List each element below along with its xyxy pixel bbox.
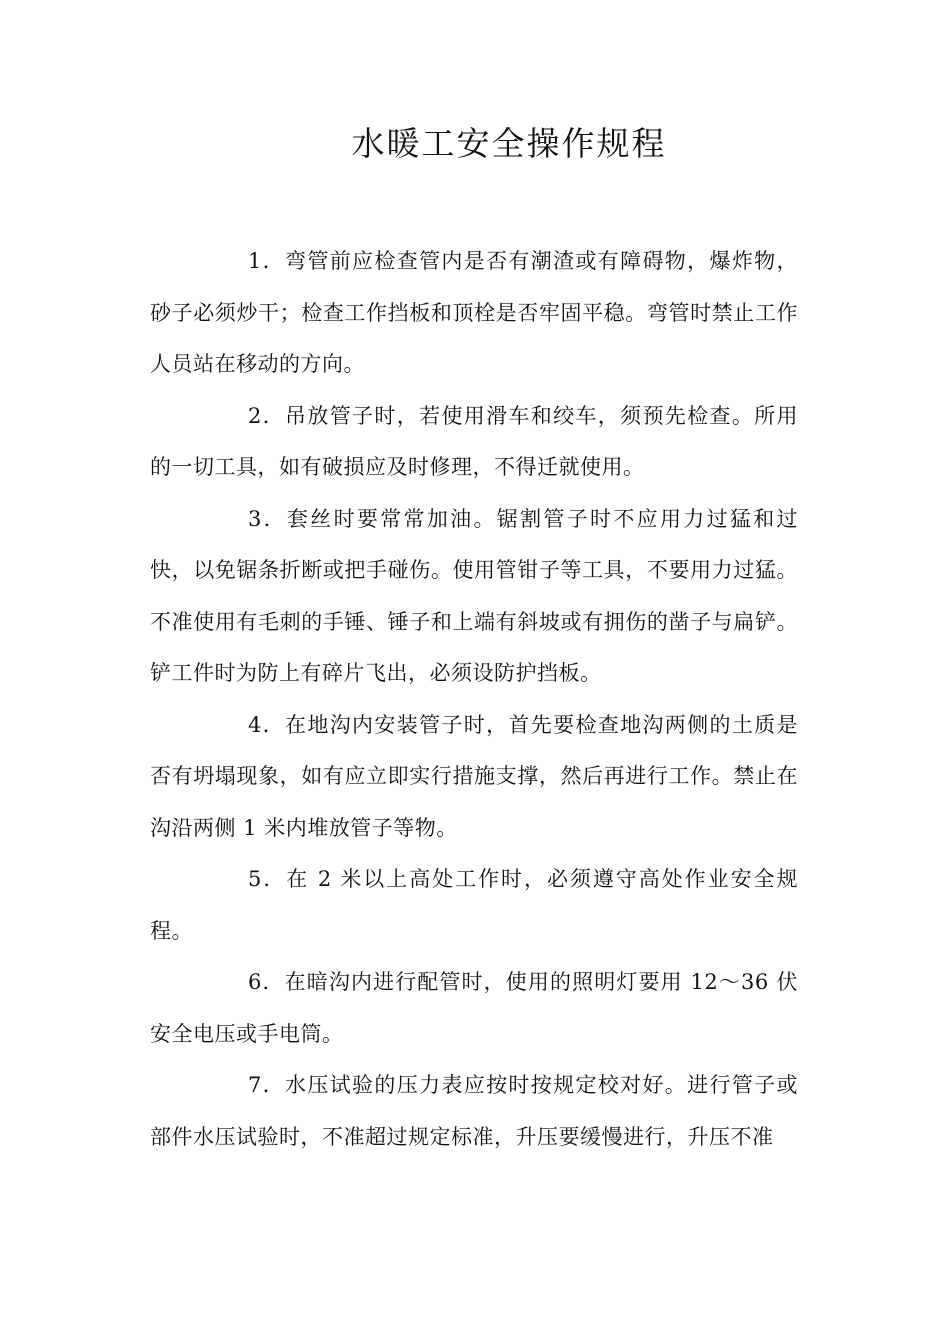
paragraph-4: 4．在地沟内安装管子时，首先要检查地沟两侧的土质是否有坍塌现象，如有应立即实行措施支撑，然后再进行工作。禁止在沟沿两侧 1 米内堆放管子等物。	[150, 712, 798, 840]
paragraph-5: 5．在 2 米以上高处工作时，必须遵守高处作业安全规程。	[150, 867, 798, 943]
paragraph-2: 2．吊放管子时，若使用滑车和绞车，须预先检查。所用的一切工具，如有破损应及时修理，不得迁就使用。	[150, 403, 798, 479]
paragraph-1: 1．弯管前应检查管内是否有潮渣或有障碍物，爆炸物，砂子必须炒干；检查工作挡板和顶栓是否牢固平稳。弯管时禁止工作人员站在移动的方向。	[150, 249, 798, 376]
document-body	[150, 236, 798, 1163]
document-title: 水暖工安全操作规程	[351, 124, 667, 163]
paragraph-6: 6．在暗沟内进行配管时，使用的照明灯要用 12～36 伏安全电压或手电筒。	[150, 970, 798, 1046]
paragraph-7: 7．水压试验的压力表应按时按规定校对好。进行管子或部件水压试验时，不准超过规定标准，升压要缓慢进行，升压不准	[150, 1073, 798, 1149]
paragraph-3: 3．套丝时要常常加油。锯割管子时不应用力过猛和过快，以免锯条折断或把手碰伤。使用管钳子等工具，不要用力过猛。不准使用有毛刺的手锤、锤子和上端有斜坡或有拥伤的凿子与扁铲。铲工件时为防上有碎片飞出，必须设防护挡板。	[150, 506, 798, 685]
